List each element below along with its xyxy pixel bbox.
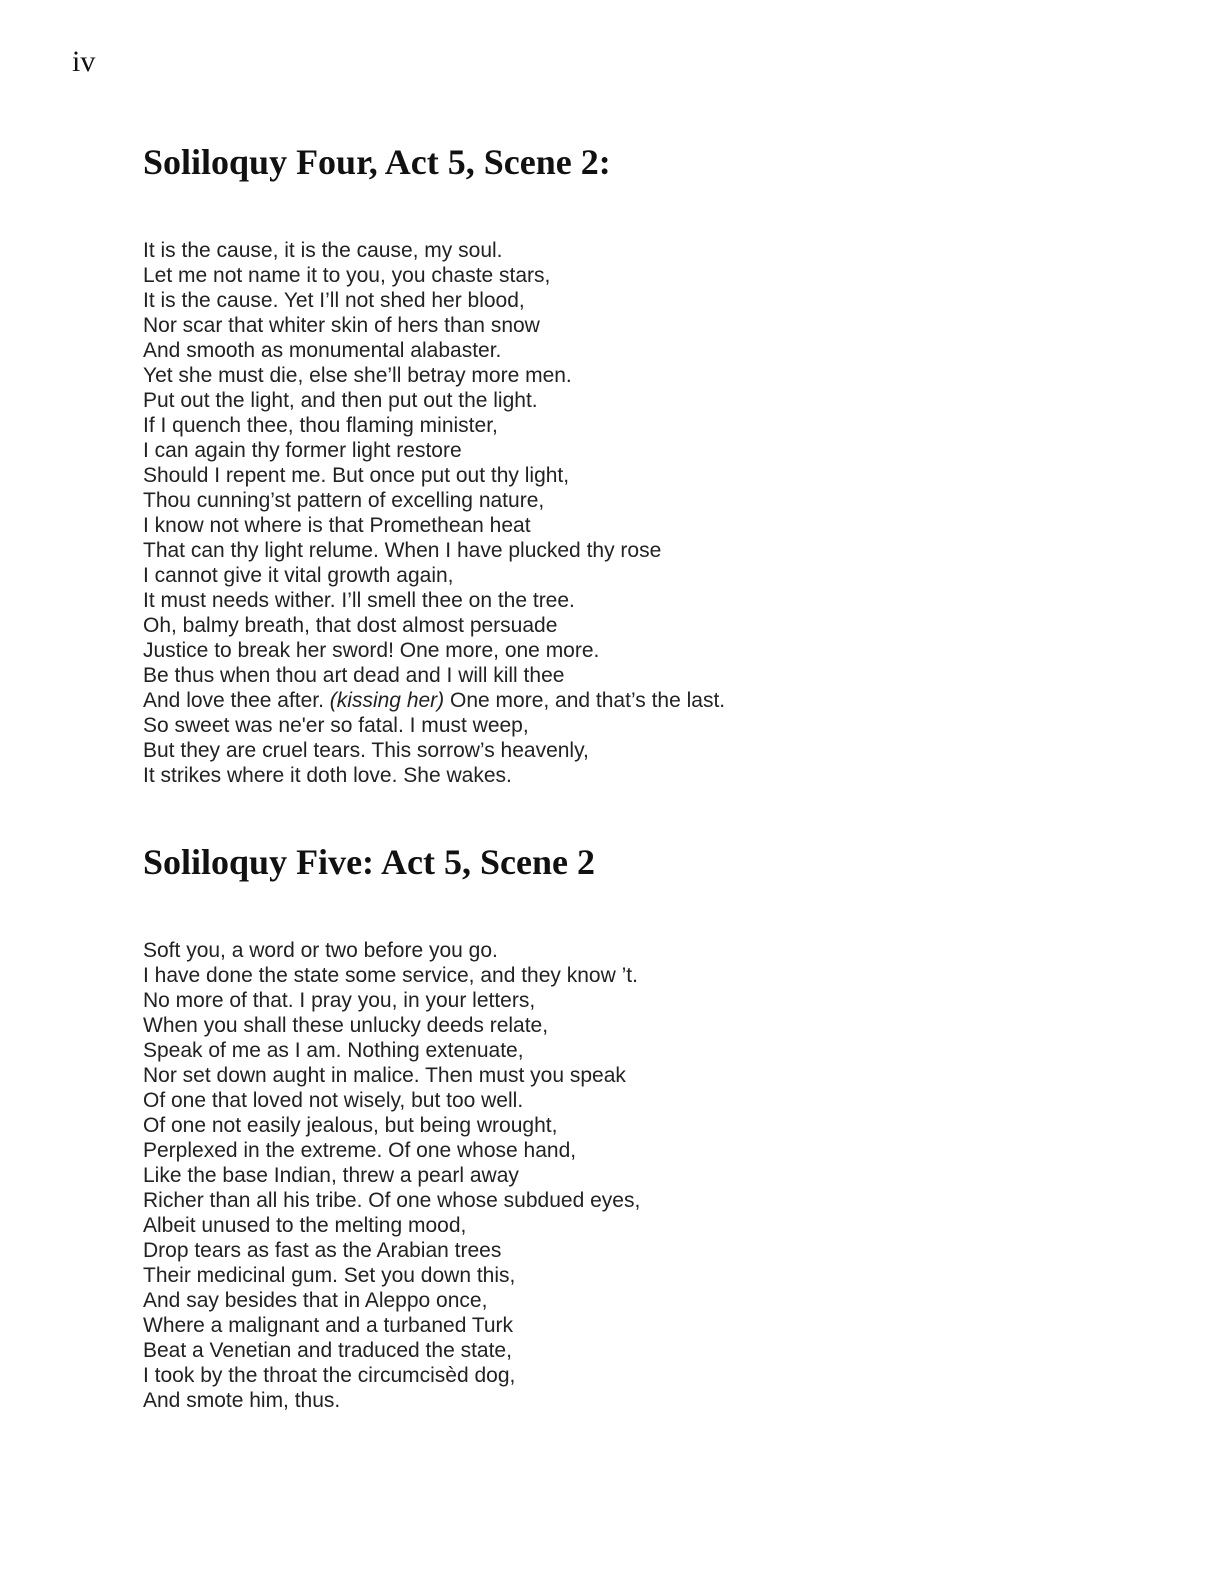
verse-line: When you shall these unlucky deeds relate, [143, 1014, 549, 1037]
verse-line: Albeit unused to the melting mood, [143, 1214, 467, 1237]
verse-line: Soft you, a word or two before you go. [143, 939, 498, 962]
soliloquy-five-heading: Soliloquy Five: Act 5, Scene 2 [143, 842, 595, 882]
soliloquy-five-section [143, 840, 1143, 1413]
page-number: iv [72, 45, 96, 78]
verse-line: Nor scar that whiter skin of hers than snow [143, 314, 540, 337]
verse-line-with-stage-direction [143, 688, 1143, 713]
verse-line: And say besides that in Aleppo once, [143, 1289, 488, 1312]
soliloquy-four-heading: Soliloquy Four, Act 5, Scene 2: [143, 142, 611, 182]
verse-line: If I quench thee, thou flaming minister, [143, 414, 498, 437]
verse-line: Perplexed in the extreme. Of one whose hand, [143, 1139, 577, 1162]
verse-line: Speak of me as I am. Nothing extenuate, [143, 1039, 524, 1062]
soliloquy-four-section [143, 140, 1143, 788]
verse-line: Be thus when thou art dead and I will kill thee [143, 664, 565, 687]
verse-line: I know not where is that Promethean heat [143, 514, 531, 537]
verse-line: No more of that. I pray you, in your letters, [143, 989, 536, 1012]
verse-line: It must needs wither. I’ll smell thee on the tree. [143, 589, 575, 612]
verse-line: Where a malignant and a turbaned Turk [143, 1314, 514, 1337]
soliloquy-four-verse [143, 238, 1143, 788]
verse-line: I can again thy former light restore [143, 439, 462, 462]
verse-line: Their medicinal gum. Set you down this, [143, 1264, 516, 1287]
verse-line: Nor set down aught in malice. Then must you speak [143, 1064, 626, 1087]
verse-line: So sweet was ne'er so fatal. I must weep, [143, 714, 529, 737]
verse-line: I took by the throat the circumcisèd dog, [143, 1364, 516, 1387]
verse-line: It strikes where it doth love. She wakes. [143, 764, 512, 787]
verse-line: I have done the state some service, and they know ’t. [143, 964, 638, 987]
verse-line: It is the cause, it is the cause, my soul. [143, 239, 503, 262]
verse-text: One more, and that’s the last. [444, 689, 726, 712]
verse-line: Put out the light, and then put out the light. [143, 389, 538, 412]
verse-line: Thou cunning’st pattern of excelling nature, [143, 489, 545, 512]
verse-line: Beat a Venetian and traduced the state, [143, 1339, 512, 1362]
verse-text: And love thee after. [143, 689, 330, 712]
verse-line: Drop tears as fast as the Arabian trees [143, 1239, 502, 1262]
verse-line: And smote him, thus. [143, 1389, 341, 1412]
soliloquy-five-verse [143, 938, 1143, 1413]
verse-line: Yet she must die, else she’ll betray more men. [143, 364, 572, 387]
stage-direction: (kissing her) [329, 689, 445, 712]
verse-line: It is the cause. Yet I’ll not shed her blood, [143, 289, 525, 312]
verse-line: Justice to break her sword! One more, one more. [143, 639, 600, 662]
verse-line: I cannot give it vital growth again, [143, 564, 454, 587]
verse-line: Richer than all his tribe. Of one whose subdued eyes, [143, 1189, 641, 1212]
verse-line: Oh, balmy breath, that dost almost persuade [143, 614, 558, 637]
verse-line: And smooth as monumental alabaster. [143, 339, 502, 362]
verse-line: Should I repent me. But once put out thy light, [143, 464, 570, 487]
verse-line: Like the base Indian, threw a pearl away [143, 1164, 519, 1187]
verse-line: But they are cruel tears. This sorrow’s heavenly, [143, 739, 589, 762]
verse-line: Of one not easily jealous, but being wrought, [143, 1114, 558, 1137]
verse-line: Of one that loved not wisely, but too well. [143, 1089, 524, 1112]
verse-line: That can thy light relume. When I have plucked thy rose [143, 539, 662, 562]
verse-line: Let me not name it to you, you chaste stars, [143, 264, 551, 287]
